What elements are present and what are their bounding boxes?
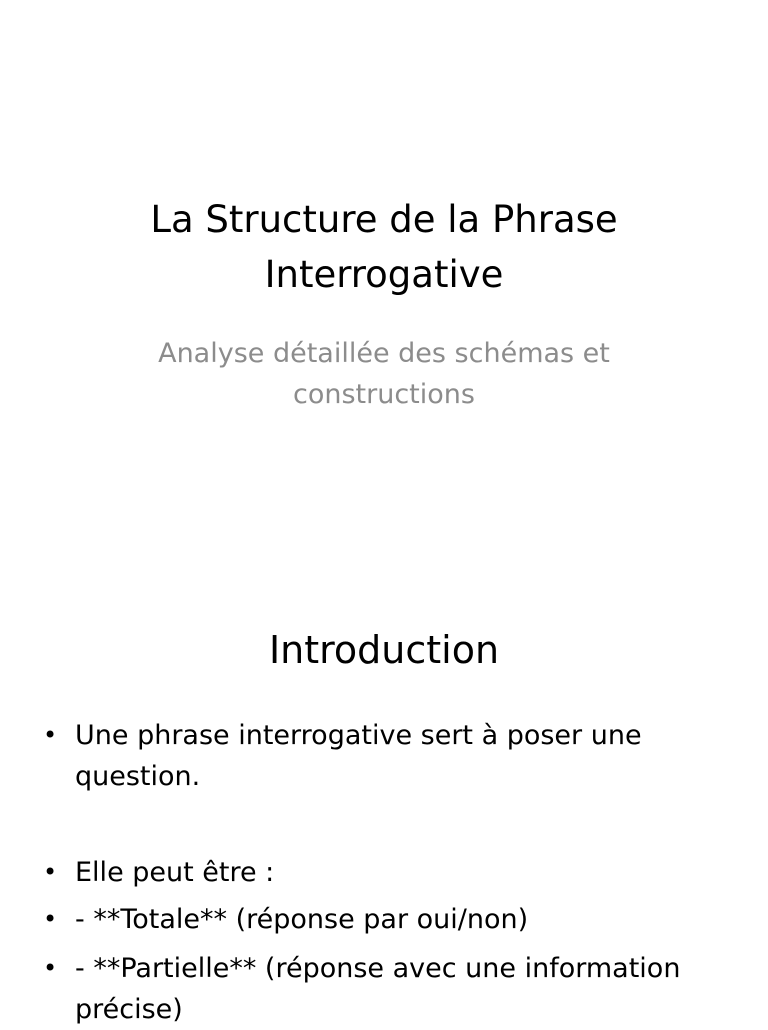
bullet-text-5: - **Partielle** (réponse avec une information précise) [75,953,681,1025]
bullet-item-2 [0,797,768,838]
bullet-dot-icon: • [43,954,58,982]
slide-subtitle-line-1: Analyse détaillée des schémas et [158,338,610,369]
bullet-item-5 [0,948,768,1030]
slide-title-line-1: La Structure de la Phrase [150,198,618,241]
slide-subtitle [0,333,768,415]
introduction-heading: Introduction [268,628,500,672]
bullet-item-4 [0,899,768,940]
slide-title-line-2: Interrogative [264,253,504,296]
bullet-text-4: - **Totale** (réponse par oui/non) [75,904,529,935]
slide-title [0,192,768,302]
bullet-text-1: Une phrase interrogative sert à poser une question. [75,720,642,792]
bullet-dot-icon: • [43,905,58,933]
introduction-slide [0,576,768,1024]
bullet-dot-icon: • [43,721,58,749]
bullet-item-3 [0,852,768,893]
bullet-list [0,715,768,1030]
bullet-text-3: Elle peut être : [75,857,275,888]
slide-subtitle-line-2: constructions [293,379,475,410]
bullet-dot-icon: • [43,858,58,886]
bullet-item-1 [0,715,768,797]
